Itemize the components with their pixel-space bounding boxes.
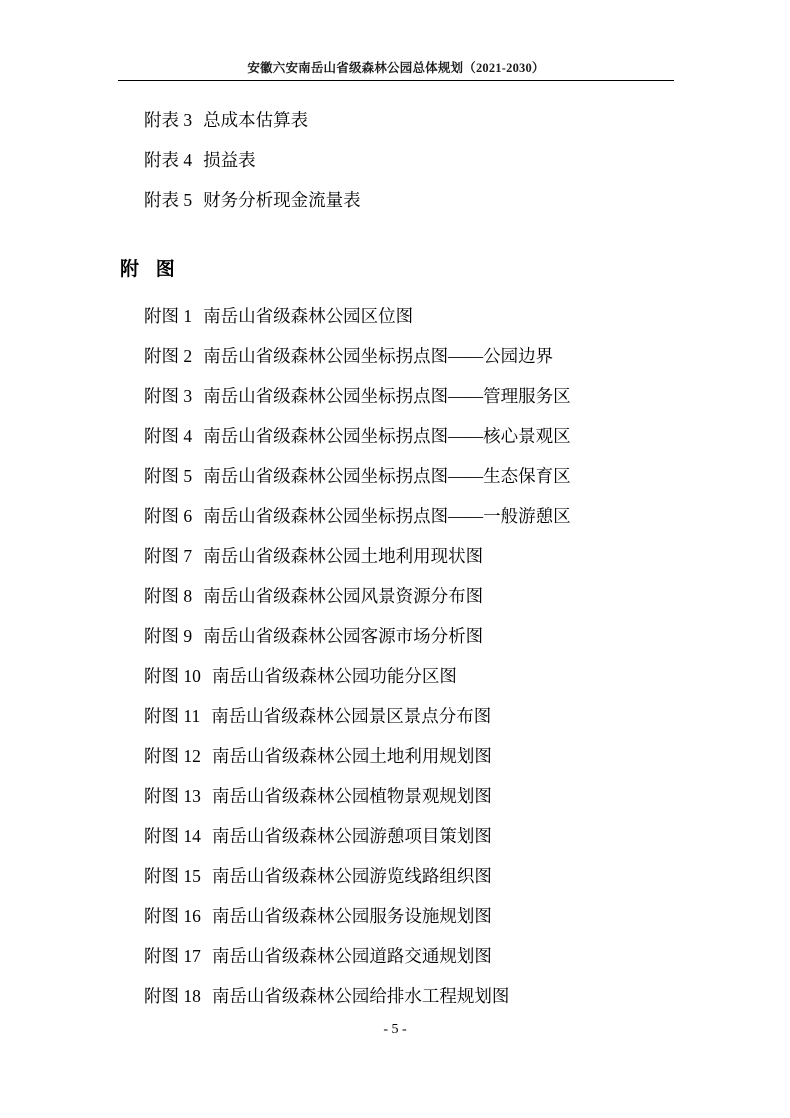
list-item-label: 附图 8 [144,586,193,606]
list-item [118,180,678,220]
list-item [118,416,678,456]
list-item-title: 南岳山省级森林公园游憩项目策划图 [211,826,492,846]
page-number: - 5 - [383,1022,407,1037]
list-item-title: 南岳山省级森林公园坐标拐点图——核心景观区 [203,426,571,446]
list-item-title: 南岳山省级森林公园服务设施规划图 [211,906,492,926]
list-item-label: 附图 14 [144,826,201,846]
section-heading-figures: 附 图 [120,259,181,280]
list-item-title: 南岳山省级森林公园坐标拐点图——一般游憩区 [203,506,571,526]
list-item [118,696,678,736]
annex-figures-list [118,296,678,1016]
list-item-title: 财务分析现金流量表 [203,190,361,210]
running-header: 安徽六安南岳山省级森林公园总体规划（2021-2030） [247,61,545,75]
list-item [118,100,678,140]
list-item-title: 南岳山省级森林公园坐标拐点图——生态保育区 [203,466,571,486]
list-item [118,736,678,776]
list-item [118,616,678,656]
list-item-title: 南岳山省级森林公园风景资源分布图 [203,586,484,606]
list-item-title: 南岳山省级森林公园土地利用现状图 [203,546,484,566]
list-item-label: 附图 2 [144,346,193,366]
list-item-title: 南岳山省级森林公园客源市场分析图 [203,626,484,646]
list-item [118,576,678,616]
list-item-title: 南岳山省级森林公园植物景观规划图 [211,786,492,806]
list-item [118,296,678,336]
list-item-label: 附图 13 [144,786,201,806]
list-item [118,856,678,896]
list-item [118,376,678,416]
annex-tables-list [118,100,678,220]
list-item [118,896,678,936]
list-item [118,456,678,496]
list-item-label: 附图 12 [144,746,201,766]
list-item-label: 附图 18 [144,986,201,1006]
list-item-label: 附图 15 [144,866,201,886]
list-item-label: 附图 17 [144,946,201,966]
list-item [118,140,678,180]
list-item-title: 南岳山省级森林公园土地利用规划图 [211,746,492,766]
list-item-label: 附图 16 [144,906,201,926]
list-item [118,976,678,1016]
list-item-title: 南岳山省级森林公园坐标拐点图——管理服务区 [203,386,571,406]
list-item [118,936,678,976]
list-item-label: 附图 4 [144,426,193,446]
list-item-label: 附图 1 [144,306,193,326]
list-item-label: 附表 4 [144,150,193,170]
list-item-label: 附图 10 [144,666,201,686]
list-item-label: 附表 3 [144,110,193,130]
header-divider [118,80,674,81]
page-content [118,100,678,1016]
list-item-label: 附图 9 [144,626,193,646]
list-item [118,776,678,816]
list-item-title: 南岳山省级森林公园给排水工程规划图 [211,986,510,1006]
list-item-title: 总成本估算表 [203,110,309,130]
list-item-title: 南岳山省级森林公园功能分区图 [211,666,457,686]
list-item-label: 附图 11 [144,706,201,726]
list-item [118,336,678,376]
list-item-label: 附图 5 [144,466,193,486]
list-item [118,656,678,696]
list-item [118,496,678,536]
list-item-title: 南岳山省级森林公园坐标拐点图——公园边界 [203,346,554,366]
list-item-title: 南岳山省级森林公园景区景点分布图 [211,706,492,726]
list-item-label: 附表 5 [144,190,193,210]
list-item-label: 附图 3 [144,386,193,406]
list-item-title: 南岳山省级森林公园区位图 [203,306,414,326]
list-item [118,816,678,856]
list-item-title: 南岳山省级森林公园道路交通规划图 [211,946,492,966]
list-item-title: 南岳山省级森林公园游览线路组织图 [211,866,492,886]
list-item-title: 损益表 [203,150,256,170]
list-item [118,536,678,576]
list-item-label: 附图 7 [144,546,193,566]
list-item-label: 附图 6 [144,506,193,526]
